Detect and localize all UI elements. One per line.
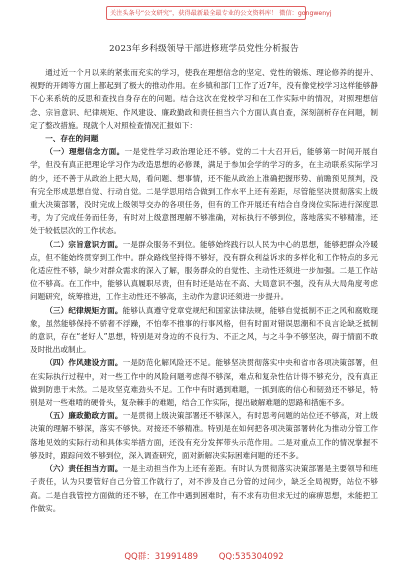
item-lead: （四）作风建设方面。 (45, 358, 123, 368)
document-title: 2023年乡科级领导干部进修班学员党性分析报告 (109, 44, 299, 54)
item-paragraph-3 (30, 304, 378, 357)
item-text: 一是群众服务不到位。能够始终践行以人民为中心的思想，能够把群众冷暖点，但不能始终贯穿到工作中。群众路线坚持得不够好，没有群众利益诉求的多样化和工作特点的多元化适应性不够，缺少对群众需求的深入了解，服务群众的自觉性、主动性还须进一步加强。二是工作站位不够高。在工作中，能够认真履职尽责，但有时还是站在不高、大局意识不强，没有从大局角度考虑问题研究，统筹推进，工作主动性还不够高，主动作为意识还须进一步提升。 (30, 239, 379, 302)
item-lead: （一）理想信念方面。 (45, 147, 125, 157)
contact-footer (0, 550, 408, 562)
item-paragraph-6 (30, 462, 378, 515)
item-text: 一是贯彻上级决策部署还不够深入，有时思考问题的站位还不够高，对上级决策的理解不够深，落实不够快。对接还不够精准。特别是在如何把各项决策部署转化为推动分管工作落地见效的实际行动和具体实举措方面，还没有充分发挥带头示范作用。二是对重点工作的情况掌握不够及时，跟踪问效不够到位，深入调查研究，面对新解决实际困难问题的还不多。 (30, 411, 379, 460)
item-lead: （二）宗旨意识方面。 (45, 239, 123, 249)
item-paragraph-2 (30, 238, 378, 304)
item-text: 一是防范化解风险还不足。能够坚决贯彻落实中央和省市各项决策部署，但在实际执行过程中，对一些工作中的风险问题考虑得不够深，难点和复杂性估计得不够充分，没有真正做到防患于未然。二是攻坚克难劲头不足。工作中有时遇到难题，一抓到底的信心和韧劲还不够足，特别是对一些难啃的硬骨头，复杂棘手的难题，结合工作实际，提出破解难题的思路和措施不多。 (30, 358, 379, 408)
item-text: 能够认真遵守党章党规纪和国家法律法规，能够自觉抵制不正之风和腐败现象，虽然能够保持不骄奢不浮躁，不怕奉不推事的行事风格，但有时面对错误思潮和不良言论缺乏抵制的意识，存在“老好人”思想，特别是对身边的不良行为、不正之风，与之斗争不够坚决，碍于情面不敢及时批出或制止。 (30, 305, 379, 355)
item-text: 一是主动担当作为上还有差距。有时认为贯彻落实决策部署是主要领导和班子责任，认为只要管好自己分管工作就行了，对不涉及自己分管的过问少，缺乏全局视野，站位不够高。二是自我管控方面做的还不够，在工作中遇到困难时，有不求有功但求无过的麻痹思想，未能把工作做实。 (30, 464, 379, 513)
item-paragraph-5 (30, 409, 378, 462)
intro-paragraph: 通过近一个月以来的紧张而充实的学习，使我在理想信念的坚定、党性的锻炼、理论修养的提升、视野的开阔等方面上都起到了极大的推动作用。在乡镇和部门工作了近7年，没有像党校学习这样能够静下心来系统的反思和查找自身存在的问题。结合这次在党校学习和在工作实际中的情况，对照理想信念、宗旨意识、纪律规矩、作风建设、廉政勤政和责任担当六个方面认真自查，深刻剖析存在问题，制定了整改措施。现就个人对照检查情况汇报如下： (30, 68, 378, 130)
item-paragraph-1 (30, 145, 378, 237)
item-paragraph-4 (30, 356, 378, 409)
qq-group-number: QQ群：31991489 (124, 552, 199, 562)
section-heading: 一、存在的问题 (45, 134, 99, 144)
document-body (30, 42, 378, 515)
promo-banner: 关注头条号“公文研究”，获得最新最全最专业的公文资料库！ 微信：gongwenyj (106, 6, 306, 20)
item-text: 一是党性学习政治理论还不够。党的二十大召开后，能够第一时间开展自学，但没有真正把理论学习作为改造思想的必修课，满足于参加会学的学习的多，在主动联系实际学习的少，还不善于从政治上把大局，看问题、想事情，还不能从政治上准确把握形势、前瞻预见预判，没有完全形成思想自觉、行动自觉。二是学思用结合做到工作水平上还有差距，尽管能坚决贯彻落实上级重大决策部署，没时完成上级领导交办的各项任务，但有的工作开展还有结合自身岗位实际进行深度思考，为了完成任务而任务，有时对上级意图理解不够准确，对标执行不够到位，落地落实不够精准，还处于较低层次的工作状态。 (30, 147, 379, 236)
qq-number: QQ:535304092 (218, 552, 284, 562)
item-lead: （三）纪律规矩方面。 (45, 305, 123, 315)
item-lead: （六）责任担当方面。 (45, 464, 123, 474)
item-lead: （五）廉政勤政方面。 (45, 411, 123, 421)
